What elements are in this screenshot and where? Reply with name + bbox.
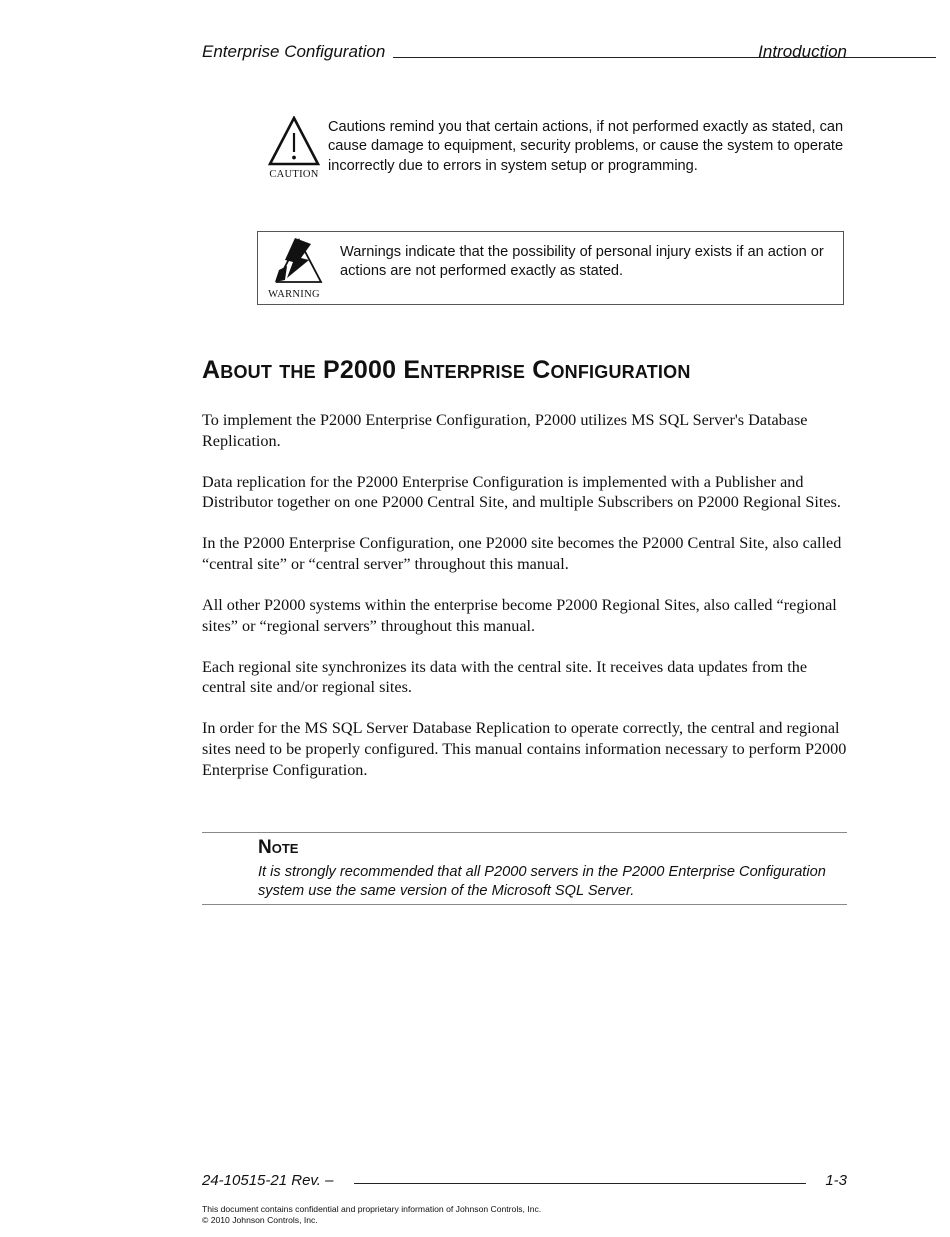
confidentiality-line: This document contains confidential and proprietary information of Johnson Controls, Inc.: [202, 1204, 542, 1214]
warning-lightning-icon: [265, 236, 323, 286]
caution-label: CAUTION: [269, 169, 319, 180]
caution-triangle-icon: [268, 116, 320, 166]
running-header: [202, 42, 847, 68]
caution-text: Cautions remind you that certain actions, if not performed exactly as stated, can cause damage to equipment, security problems, or cause the system to operate incorrectly due to errors in system setup or programming.: [328, 119, 844, 174]
body-paragraph: Each regional site synchronizes its data with the central site. It receives data updates from the central site and/or regional sites.: [202, 657, 808, 697]
header-rule: [393, 57, 936, 58]
warning-text: Warnings indicate that the possibility of personal injury exists if an action or actions are not performed exactly as stated.: [340, 244, 824, 280]
body-paragraph: Data replication for the P2000 Enterprise Configuration is implemented with a Publisher and Distributor together on one P2000 Central Site, and multiple Subscribers on P2000 Regional Sites.: [202, 472, 841, 512]
header-chapter-title: Enterprise Configuration: [202, 42, 386, 61]
legal-notice: [202, 1204, 541, 1226]
warning-icon-group: [262, 236, 326, 300]
page-number: 1-3: [825, 1172, 847, 1189]
section-heading: About the P2000 Enterprise Configuration: [202, 356, 691, 384]
note-text: It is strongly recommended that all P2000 servers in the P2000 Enterprise Configuration system use the same version of the Microsoft SQL Server.: [258, 864, 826, 900]
warning-notice: [257, 231, 844, 305]
note-title: Note: [258, 837, 299, 858]
body-paragraph: In the P2000 Enterprise Configuration, one P2000 site becomes the P2000 Central Site, also called “central site” or “central server” throughout this manual.: [202, 534, 842, 573]
header-section-title: Introduction: [758, 42, 847, 61]
warning-label: WARNING: [268, 289, 320, 300]
footer-rule: [354, 1183, 806, 1184]
caution-icon-group: [262, 116, 326, 180]
note-box: [202, 832, 847, 905]
body-paragraph: In order for the MS SQL Server Database Replication to operate correctly, the central and regional sites need to be properly configured. This manual contains information necessary to perform P2000 Enterprise Configuration.: [202, 719, 847, 779]
body-paragraph: To implement the P2000 Enterprise Configuration, P2000 utilizes MS SQL Server's Database Replication.: [202, 411, 808, 450]
page-footer: [202, 1172, 847, 1196]
document-number: 24-10515-21 Rev. –: [202, 1172, 334, 1189]
body-paragraph: All other P2000 systems within the enterprise become P2000 Regional Sites, also called “regional sites” or “regional servers” throughout this manual.: [202, 596, 837, 635]
section-body: [202, 410, 850, 801]
copyright-line: © 2010 Johnson Controls, Inc.: [202, 1215, 318, 1225]
